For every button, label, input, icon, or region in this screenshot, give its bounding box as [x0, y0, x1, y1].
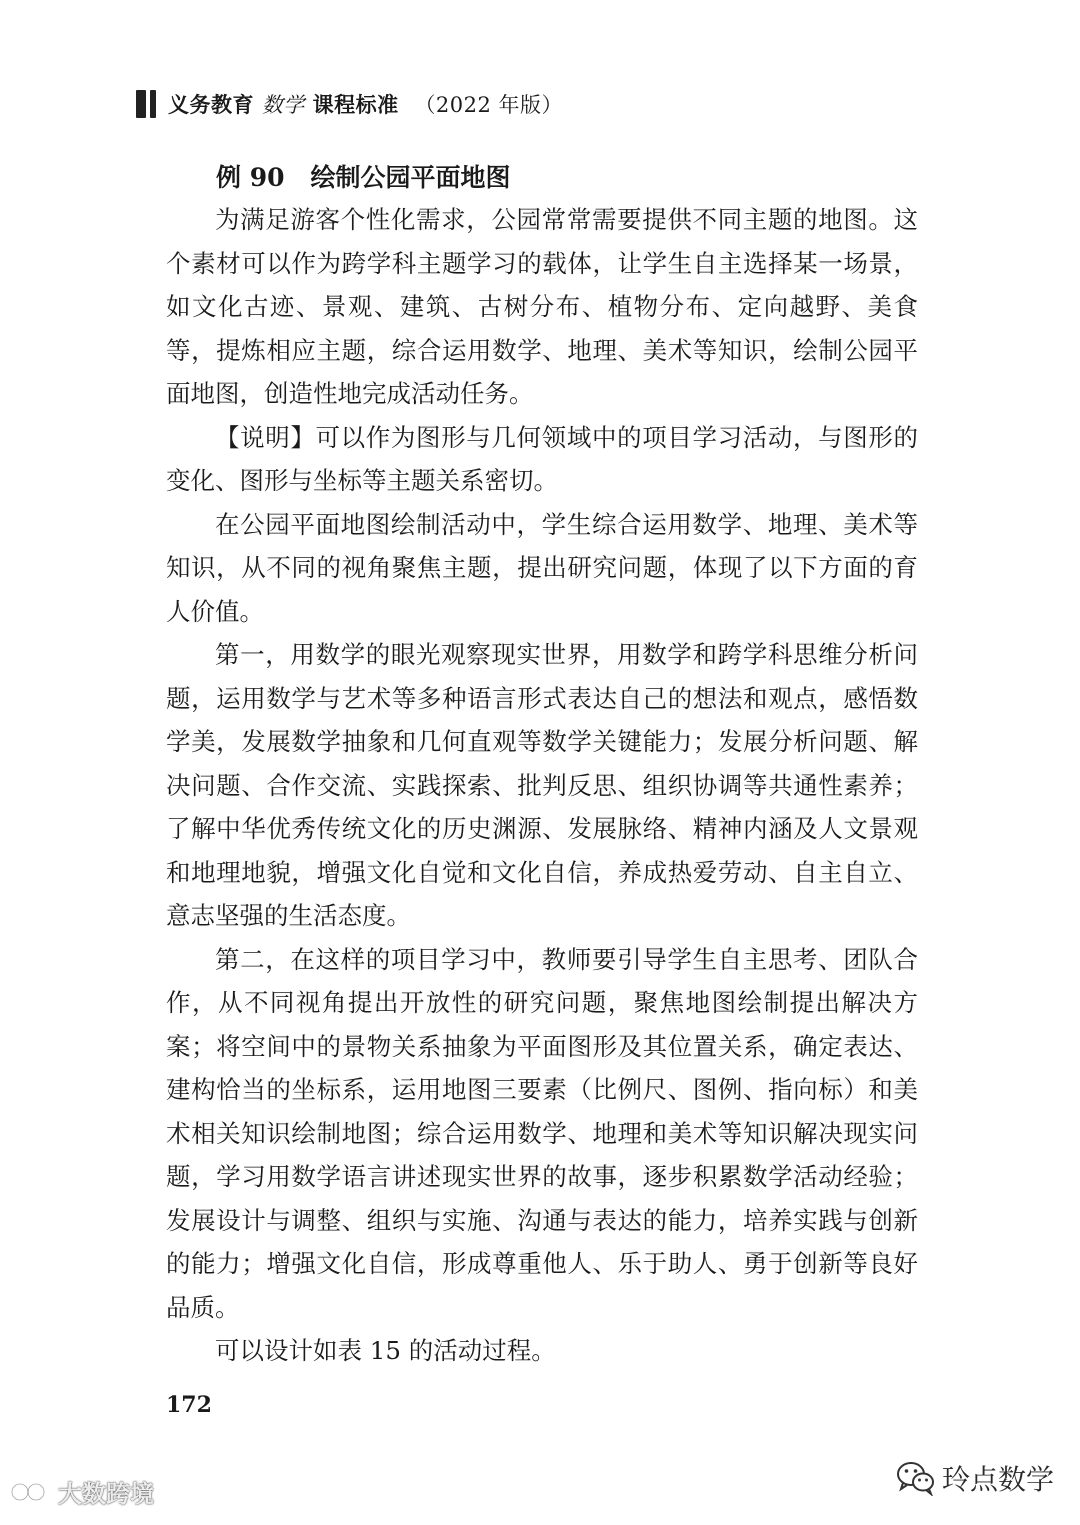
- wechat-icon: [896, 1460, 936, 1496]
- paragraph-intro: 为满足游客个性化需求，公园常常需要提供不同主题的地图。这个素材可以作为跨学科主题学习的载体，让学生自主选择某一场景，如文化古迹、景观、建筑、古树分布、植物分布、定向越野、美食等，提炼相应主题，综合运用数学、地理、美术等知识，绘制公园平面地图，创造性地完成活动任务。: [166, 205, 918, 408]
- header-title-part3: 课程标准: [312, 92, 399, 117]
- watermark-left-text: 大数跨境: [58, 1480, 154, 1508]
- header-title-part1: 义务教育: [168, 92, 254, 117]
- header-edition: （2022 年版）: [414, 93, 564, 117]
- page-body: [166, 158, 918, 1373]
- watermark-left: [10, 1474, 154, 1509]
- header-title: [168, 89, 563, 119]
- header-title-subject: 数学: [261, 93, 305, 117]
- paragraph-first: 第一，用数学的眼光观察现实世界，用数学和跨学科思维分析问题，运用数学与艺术等多种语言形式表达自己的想法和观点，感悟数学美，发展数学抽象和几何直观等数学关键能力；发展分析问题、解决问题、合作交流、实践探索、批判反思、组织协调等共通性素养；了解中华优秀传统文化的历史渊源、发展脉络、精神内涵及人文景观和地理地貌，增强文化自觉和文化自信，养成热爱劳动、自主自立、意志坚强的生活态度。: [166, 640, 918, 930]
- paragraph-second: 第二，在这样的项目学习中，教师要引导学生自主思考、团队合作，从不同视角提出开放性的研究问题，聚焦地图绘制提出解决方案；将空间中的景物关系抽象为平面图形及其位置关系，确定表达、建构恰当的坐标系，运用地图三要素（比例尺、图例、指向标）和美术相关知识绘制地图；综合运用数学、地理和美术等知识解决现实问题，学习用数学语言讲述现实世界的故事，逐步积累数学活动经验；发展设计与调整、组织与实施、沟通与表达的能力，培养实践与创新的能力；增强文化自信，形成尊重他人、乐于助人、勇于创新等良好品质。: [166, 944, 918, 1322]
- example-title: 绘制公园平面地图: [310, 163, 511, 192]
- paragraph-note: 【说明】可以作为图形与几何领域中的项目学习活动，与图形的变化、图形与坐标等主题关系密切。: [166, 422, 918, 495]
- watermark-right-text: 玲点数学: [942, 1463, 1055, 1496]
- page-number: 172: [166, 1392, 212, 1418]
- brand-logo-icon: [10, 1479, 52, 1505]
- running-header: [136, 86, 563, 122]
- paragraph-table-ref: 可以设计如表 15 的活动过程。: [215, 1336, 556, 1365]
- example-heading: [216, 158, 918, 198]
- paragraph-value-intro: 在公园平面地图绘制活动中，学生综合运用数学、地理、美术等知识，从不同的视角聚焦主题，提出研究问题，体现了以下方面的育人价值。: [166, 509, 918, 626]
- header-bars-icon: [136, 90, 156, 118]
- watermark-right: [896, 1458, 1054, 1498]
- example-number: 例 90: [216, 163, 285, 192]
